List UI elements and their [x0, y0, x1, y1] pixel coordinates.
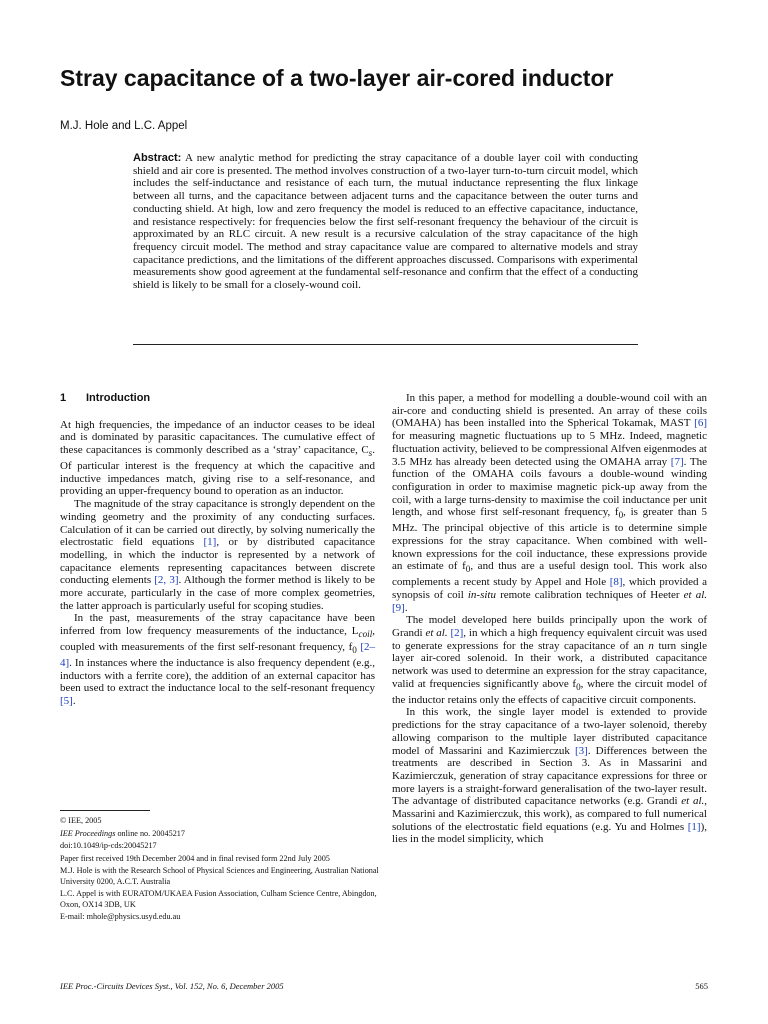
citation-link[interactable]: [1] [687, 820, 701, 833]
right-column [392, 392, 707, 846]
email-note: E-mail: mhole@physics.usyd.edu.au [60, 912, 181, 921]
paper-title: Stray capacitance of a two-layer air-cored inductor [60, 65, 614, 91]
affiliation-appel: L.C. Appel is with EURATOM/UKAEA Fusion Association, Culham Science Centre, Abingdon, Oxon, OX14 3DB, UK [60, 889, 377, 909]
citation-link[interactable]: [5] [60, 695, 73, 708]
journal-footer: IEE Proc.-Circuits Devices Syst., Vol. 152, No. 6, December 2005 [60, 981, 284, 991]
intro-paragraph-2: The magnitude of the stray capacitance is strongly dependent on the winding geometry and the proximity of any conducting surfaces. Calculation of it can be carried out directly, by solving numerically the electrostatic field equations [1], or by distributed capacitance modelling, in which the inductor is represented by a network of capacitance elements representing capacitances between discrete conducting elements [2, 3]. Although the former method is likely to be more accurate, particularly in the case of more complex geometries, the latter approach is particularly useful for scoping studies. [60, 498, 375, 612]
page-number: 565 [695, 981, 708, 991]
citation-link[interactable]: [1] [203, 536, 217, 549]
citation-link[interactable]: [6] [694, 417, 707, 430]
citation-link[interactable]: [2] [450, 627, 464, 640]
intro-paragraph-5: The model developed here builds principally upon the work of Grandi et al. [2], in which a high frequency equivalent circuit was used to generate expressions for the stray capacitance of an n turn single layer air-cored solenoid. In their work, a distributed capacitance network was used to determine an expression for the stray capacitance, valid at frequencies significantly above $f_0$, where the circuit model of the inductor retains only the effects of capacitive circuit components. [392, 614, 708, 706]
intro-paragraph-1: At high frequencies, the impedance of an inductor ceases to be ideal and is dominated by parasitic capacitances. The cumulative effect of these capacitances is commonly described as a ‘stray’ capacitance, $C_s$. Of particular interest is the frequency at which the capacitive and inductive impedances match, giving rise to a self-resonance, and providing an upper-frequency bound to operation as an inductor. [60, 418, 375, 498]
intro-paragraph-4: In this paper, a method for modelling a double-wound coil with an air-core and conducting shield is presented. An array of these coils (OMAHA) has been installed into the Spherical Tokamak, MAST [6] for measuring magnetic fluctuations up to 5 MHz. Indeed, magnetic fluctuation activity, believed to be compressional Alfven eigenmodes at 3.5 MHz has already been detected using the OMAHA array [7]. The function of the OMAHA coils favours a double-wound winding configuration in order to maximise magnetic pick-up away from the coil, with a large turns-density to maximise the coil inductance per unit length, and whose first self-resonant frequency, $f_0$, is greater than 5 MHz. The principal objective of this article is to determine simple expressions for the stray capacitance. When combined with well-known expressions for the coil inductance, these expressions provide an estimate of $f_0$, and thus are a useful design tool. This work also complements a recent study by Appel and Hole [8], which provided a synopsis of coil in-situ remote calibration techniques of Heeter et al. [9]. [392, 392, 707, 614]
footnote-divider [60, 810, 150, 811]
copyright-note: © IEE, 2005 [60, 816, 102, 825]
section-number: 1 [60, 392, 67, 404]
citation-link[interactable]: [2–4] [60, 641, 375, 669]
left-column [60, 392, 375, 708]
received-note: Paper first received 19th December 2004 and in final revised form 22nd July 2005 [60, 853, 330, 863]
abstract-label: Abstract: [133, 152, 182, 164]
section-heading [60, 392, 375, 405]
proceedings-note: IEE Proceedings online no. 20045217 [60, 828, 185, 838]
citation-link[interactable]: [7] [670, 455, 684, 468]
citation-link[interactable]: [3] [575, 744, 588, 757]
abstract-divider [133, 344, 638, 345]
section-title: Introduction [86, 392, 151, 404]
citation-link[interactable]: [9] [392, 601, 405, 614]
intro-paragraph-3: In the past, measurements of the stray capacitance have been inferred from low frequency measurements of the inductance, $L_{coil}$, coupled with measurements of the first self-resonant frequency, $f_0$ [2–4]. In instances where the inductance is also frequency dependent (e.g., inductors with a ferrite core), the addition of an external capacitor has been used to extract the inductance local to the self-resonant frequency [5]. [60, 612, 375, 708]
authors: M.J. Hole and L.C. Appel [60, 120, 188, 132]
abstract-text: A new analytic method for predicting the stray capacitance of a double layer coil with conducting shield and air core is presented. The method involves construction of a two-layer turn-to-turn circuit model, which includes the self-inductance and resistance of each turn, the mutual inductance representing the flux linkage between all turns, and the capacitance between adjacent turns and the capacitance between the outer turns and conducting shield. At high, low and zero frequency the model is reduced to an effective capacitance, inductance, and resistance respectively: for frequencies below the first self-resonant frequency the behaviour of the circuit is approximated by an RLC circuit. A new result is a recursive calculation of the stray capacitance of the high frequency circuit model. The method and stray capacitance value are compared to alternative models and stray capacitance predictions, and the limitations of the different approaches discussed. Comparisons with experimental measurements show good agreement at the fundamental self-resonance and confirm that the effect of a conducting shield is likely to be small for a closely-wound coil. [133, 152, 638, 292]
doi-note: doi:10.1049/ip-cds:20045217 [60, 841, 157, 850]
abstract [133, 152, 638, 292]
citation-link[interactable]: [8] [609, 576, 623, 589]
affiliation-hole: M.J. Hole is with the Research School of Physical Sciences and Engineering, Australian National University 0200, A.C.T. Australia [60, 866, 379, 886]
footnotes [60, 816, 380, 925]
citation-link[interactable]: [2, 3] [154, 574, 179, 587]
intro-paragraph-6: In this work, the single layer model is extended to provide predictions for the stray capacitance of a two-layer solenoid, thereby allowing comparison to the multiple layer distributed capacitance model of Massarini and Kazimierczuk [3]. Differences between the treatments are described in Section 3. As in Massarini and Kazimierczuk, generation of stray capacitance expressions for three or more layers is a straight-forward generalisation of the two-layer result. The advantage of distributed capacitance networks (e.g. Grandi et al., Massarini and Kazimierczuk, this work), as compared to full numerical solutions of the electrostatic field equations (e.g. Yu and Holmes [1]), lies in the model simplicity, which [392, 706, 708, 846]
